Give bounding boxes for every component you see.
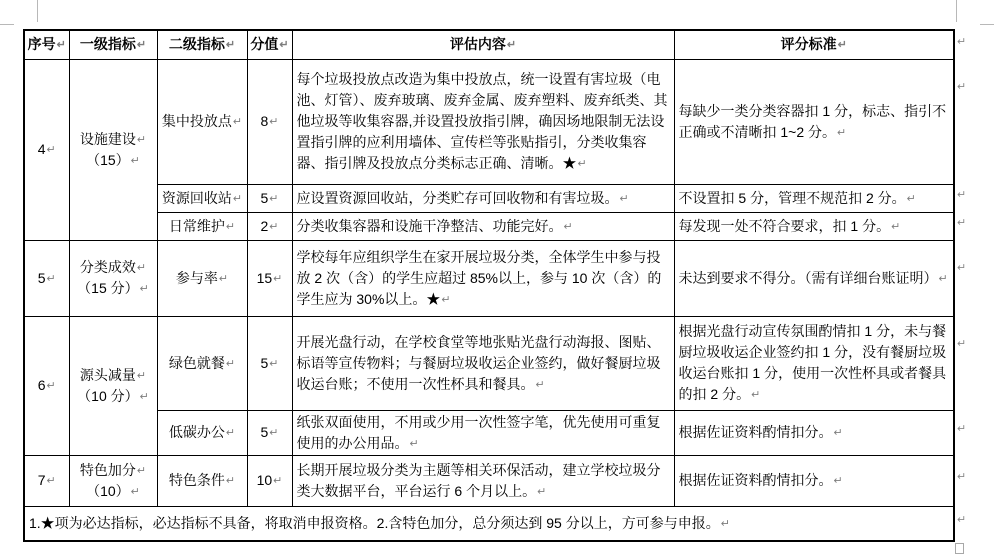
evaluation-content-cell[interactable] bbox=[292, 410, 674, 455]
indicator-line bbox=[74, 150, 153, 171]
indicator-line bbox=[74, 460, 153, 481]
table-row bbox=[24, 240, 954, 316]
paragraph-mark: ↵ bbox=[506, 39, 517, 52]
paragraph-mark: ↵ bbox=[269, 116, 279, 128]
scoring-criteria-cell[interactable] bbox=[674, 240, 954, 316]
row-end-mark: ↵ bbox=[957, 338, 967, 350]
score-cell[interactable] bbox=[247, 240, 292, 316]
row-end-mark: ↵ bbox=[957, 36, 967, 48]
row-end-mark: ↵ bbox=[957, 262, 967, 274]
score-cell[interactable] bbox=[247, 184, 292, 212]
crop-mark-bottom-right-square bbox=[955, 543, 964, 554]
score-value: 10 bbox=[256, 472, 273, 488]
scoring-criteria-cell[interactable] bbox=[674, 410, 954, 455]
table-body bbox=[24, 59, 954, 541]
row-end-mark: ↵ bbox=[957, 189, 967, 201]
paragraph-mark: ↵ bbox=[46, 144, 56, 156]
paragraph-mark: ↵ bbox=[833, 427, 843, 439]
scoring-criteria-cell[interactable] bbox=[674, 316, 954, 410]
paragraph-mark: ↵ bbox=[273, 272, 283, 285]
level2-indicator-cell[interactable] bbox=[157, 240, 247, 316]
crop-mark-top-right-vertical bbox=[956, 0, 957, 22]
paragraph-mark: ↵ bbox=[906, 192, 916, 205]
header-label: 二级指标 bbox=[168, 36, 225, 53]
header-score[interactable] bbox=[247, 30, 292, 59]
evaluation-content-cell[interactable] bbox=[292, 316, 674, 410]
serial-number-cell[interactable] bbox=[24, 59, 69, 240]
level1-indicator-cell[interactable] bbox=[69, 316, 157, 455]
scoring-criteria: 每发现一处不符合要求，扣 1 分。 bbox=[678, 217, 891, 234]
paragraph-mark: ↵ bbox=[225, 475, 236, 487]
indicator-text: 分类成效 bbox=[79, 259, 136, 275]
level1-indicator-cell[interactable] bbox=[69, 240, 157, 316]
row-end-mark: ↵ bbox=[957, 514, 967, 526]
paragraph-mark: ↵ bbox=[537, 485, 547, 498]
level2-indicator-cell[interactable] bbox=[157, 316, 247, 410]
indicator-line bbox=[74, 481, 153, 502]
level2-indicator-cell[interactable] bbox=[157, 184, 247, 212]
header-level1-indicator[interactable] bbox=[69, 30, 157, 59]
row-end-mark: ↵ bbox=[957, 471, 967, 483]
serial-number: 4 bbox=[37, 141, 46, 157]
table-header bbox=[24, 30, 954, 59]
paragraph-mark: ↵ bbox=[441, 293, 451, 306]
score-value: 5 bbox=[260, 354, 269, 371]
level2-indicator-cell[interactable] bbox=[157, 212, 247, 240]
scoring-criteria: 根据佐证资料酌情扣分。 bbox=[678, 424, 833, 440]
paragraph-mark: ↵ bbox=[232, 192, 243, 205]
paragraph-mark: ↵ bbox=[136, 262, 147, 274]
paragraph-mark: ↵ bbox=[269, 357, 279, 370]
level2-indicator: 集中投放点 bbox=[161, 113, 232, 129]
scoring-criteria: 每缺少一类分类容器扣 1 分，标志、指引不正确或不清晰扣 1~2 分。 bbox=[678, 102, 947, 140]
header-scoring-criteria[interactable] bbox=[674, 30, 954, 59]
serial-number: 7 bbox=[37, 472, 46, 488]
paragraph-mark: ↵ bbox=[619, 192, 629, 205]
paragraph-mark: ↵ bbox=[269, 427, 279, 439]
evaluation-content: 开展光盘行动，在学校食堂等地张贴光盘行动海报、图贴、标语等宣传物料；与餐厨垃圾收运企业签约，做好餐厨垃圾收运台账；不使用一次性杯具和餐具。 bbox=[296, 333, 661, 392]
header-label: 序号 bbox=[27, 36, 56, 53]
header-serial-number[interactable] bbox=[24, 30, 69, 59]
paragraph-mark: ↵ bbox=[136, 133, 147, 146]
level1-indicator-cell[interactable] bbox=[69, 455, 157, 506]
evaluation-content-cell[interactable] bbox=[292, 455, 674, 506]
evaluation-content: 分类收集容器和设施干净整洁、功能完好。 bbox=[296, 217, 563, 234]
score-cell[interactable] bbox=[247, 410, 292, 455]
level1-indicator-cell[interactable] bbox=[69, 59, 157, 240]
evaluation-content: 应设置资源回收站，分类贮存可回收物和有害垃圾。 bbox=[296, 189, 619, 206]
score-value: 5 bbox=[260, 424, 269, 440]
score-cell[interactable] bbox=[247, 455, 292, 506]
indicator-line bbox=[74, 386, 153, 407]
level2-indicator-cell[interactable] bbox=[157, 410, 247, 455]
indicator-line bbox=[74, 278, 153, 299]
level2-indicator: 资源回收站 bbox=[161, 189, 232, 206]
evaluation-content-cell[interactable] bbox=[292, 184, 674, 212]
serial-number: 6 bbox=[37, 377, 46, 393]
serial-number: 5 bbox=[37, 269, 46, 286]
indicator-text: （15） bbox=[86, 151, 130, 168]
row-end-mark: ↵ bbox=[957, 423, 967, 435]
table-row bbox=[24, 212, 954, 240]
footnote-text: 1.★项为必达指标，必达指标不具备，将取消申报资格。2.含特色加分，总分须达到 95 分以上，方可参与申报。 bbox=[29, 514, 720, 531]
footnote-row bbox=[24, 506, 954, 541]
score-cell[interactable] bbox=[247, 212, 292, 240]
paragraph-mark: ↵ bbox=[130, 154, 140, 167]
scoring-criteria: 未达到要求不得分。（需有详细台账证明） bbox=[678, 269, 938, 286]
score-cell[interactable] bbox=[247, 59, 292, 184]
level2-indicator-cell[interactable] bbox=[157, 455, 247, 506]
row-end-mark: ↵ bbox=[957, 81, 967, 93]
paragraph-mark: ↵ bbox=[232, 116, 243, 128]
score-value: 15 bbox=[256, 269, 273, 286]
table-row bbox=[24, 410, 954, 455]
crop-mark-top-left-vertical bbox=[37, 0, 38, 22]
table-row bbox=[24, 184, 954, 212]
paragraph-mark: ↵ bbox=[269, 192, 279, 205]
scoring-criteria: 根据佐证资料酌情扣分。 bbox=[678, 472, 833, 488]
row-end-mark: ↵ bbox=[957, 217, 967, 229]
evaluation-content-cell[interactable] bbox=[292, 59, 674, 184]
paragraph-mark: ↵ bbox=[225, 427, 236, 439]
serial-number-cell[interactable] bbox=[24, 240, 69, 316]
indicator-line bbox=[74, 257, 153, 278]
header-evaluation-content[interactable] bbox=[292, 30, 674, 59]
evaluation-content-cell[interactable] bbox=[292, 212, 674, 240]
scoring-criteria-cell[interactable] bbox=[674, 212, 954, 240]
scoring-criteria-cell[interactable] bbox=[674, 59, 954, 184]
header-row bbox=[24, 30, 954, 59]
paragraph-mark: ↵ bbox=[56, 39, 66, 52]
evaluation-content-cell[interactable] bbox=[292, 240, 674, 316]
score-value: 8 bbox=[260, 113, 269, 129]
paragraph-mark: ↵ bbox=[891, 220, 901, 233]
indicator-text: （15 分） bbox=[77, 280, 139, 296]
paragraph-mark: ↵ bbox=[577, 158, 587, 170]
evaluation-content: 学校每年应组织学生在家开展垃圾分类，全体学生中参与投放 2 次（含）的学生应超过 85%以上，参与 10 次（含）的学生应为 30%以上。★ bbox=[296, 248, 662, 307]
scoring-criteria-cell[interactable] bbox=[674, 455, 954, 506]
table-row bbox=[24, 59, 954, 184]
paragraph-mark: ↵ bbox=[751, 389, 761, 401]
level2-indicator: 低碳办公 bbox=[168, 424, 225, 440]
header-label: 一级指标 bbox=[79, 36, 136, 53]
paragraph-mark: ↵ bbox=[139, 390, 149, 403]
paragraph-mark: ↵ bbox=[46, 475, 56, 487]
serial-number-cell[interactable] bbox=[24, 455, 69, 506]
paragraph-mark: ↵ bbox=[273, 475, 283, 487]
paragraph-mark: ↵ bbox=[225, 357, 236, 370]
level2-indicator: 参与率 bbox=[175, 269, 218, 286]
scoring-criteria: 根据光盘行动宣传氛围酌情扣 1 分，未与餐厨垃圾收运企业签约扣 1 分，没有餐厨垃圾收运台账扣 1 分，使用一次性杯具或者餐具的扣 2 分。 bbox=[678, 323, 947, 402]
header-label: 分值 bbox=[250, 36, 279, 53]
crop-mark-top-right-horizontal bbox=[980, 24, 994, 25]
footnote-cell[interactable] bbox=[24, 506, 954, 541]
paragraph-mark: ↵ bbox=[225, 39, 236, 52]
paragraph-mark: ↵ bbox=[225, 220, 236, 233]
paragraph-mark: ↵ bbox=[837, 126, 847, 139]
paragraph-mark: ↵ bbox=[136, 39, 147, 52]
table-row bbox=[24, 455, 954, 506]
paragraph-mark: ↵ bbox=[833, 475, 843, 487]
indicator-line bbox=[74, 129, 153, 150]
paragraph-mark: ↵ bbox=[938, 272, 948, 285]
paragraph-mark: ↵ bbox=[136, 464, 147, 477]
header-level2-indicator[interactable] bbox=[157, 30, 247, 59]
evaluation-table bbox=[23, 29, 955, 542]
scoring-criteria-cell[interactable] bbox=[674, 184, 954, 212]
indicator-text: （10） bbox=[86, 482, 130, 499]
table-row bbox=[24, 316, 954, 410]
paragraph-mark: ↵ bbox=[130, 485, 140, 498]
paragraph-mark: ↵ bbox=[46, 380, 56, 392]
level2-indicator: 日常维护 bbox=[168, 217, 225, 234]
header-label: 评估内容 bbox=[449, 36, 506, 53]
scoring-criteria: 不设置扣 5 分，管理不规范扣 2 分。 bbox=[678, 189, 906, 206]
indicator-text: （10 分） bbox=[77, 387, 139, 404]
paragraph-mark: ↵ bbox=[46, 272, 56, 285]
paragraph-mark: ↵ bbox=[837, 39, 847, 52]
serial-number-cell[interactable] bbox=[24, 316, 69, 455]
paragraph-mark: ↵ bbox=[218, 272, 229, 285]
crop-mark-top-left-horizontal bbox=[0, 24, 14, 25]
paragraph-mark: ↵ bbox=[136, 369, 147, 382]
paragraph-mark: ↵ bbox=[279, 39, 289, 52]
level2-indicator: 绿色就餐 bbox=[168, 354, 225, 371]
indicator-text: 源头减量 bbox=[79, 366, 136, 383]
score-value: 5 bbox=[260, 189, 269, 206]
paragraph-mark: ↵ bbox=[269, 220, 279, 233]
indicator-line bbox=[74, 365, 153, 386]
header-label: 评分标准 bbox=[780, 36, 837, 53]
evaluation-content: 每个垃圾投放点改造为集中投放点，统一设置有害垃圾（电池、灯管）、废弃玻璃、废弃金属、废弃塑料、废弃纸类、其他垃圾等收集容器,并设置投放指引牌，确因场地限制无法设置指引牌的应利用墙体、宣传栏等张贴指引，分类收集容器、指引牌及投放点分类标志正确、清晰。★ bbox=[296, 71, 668, 171]
evaluation-content: 长期开展垃圾分类为主题等相关环保活动，建立学校垃圾分类大数据平台，平台运行 6 个月以上。 bbox=[296, 461, 661, 499]
paragraph-mark: ↵ bbox=[139, 283, 149, 295]
score-value: 2 bbox=[260, 217, 269, 234]
level2-indicator: 特色条件 bbox=[168, 472, 225, 488]
paragraph-mark: ↵ bbox=[409, 437, 419, 450]
indicator-text: 设施建设 bbox=[79, 130, 136, 147]
level2-indicator-cell[interactable] bbox=[157, 59, 247, 184]
paragraph-mark: ↵ bbox=[563, 220, 573, 233]
indicator-text: 特色加分 bbox=[79, 461, 136, 478]
paragraph-mark: ↵ bbox=[535, 378, 545, 391]
score-cell[interactable] bbox=[247, 316, 292, 410]
paragraph-mark: ↵ bbox=[720, 517, 730, 530]
evaluation-content: 纸张双面使用，不用或少用一次性签字笔，优先使用可重复使用的办公用品。 bbox=[296, 413, 661, 451]
